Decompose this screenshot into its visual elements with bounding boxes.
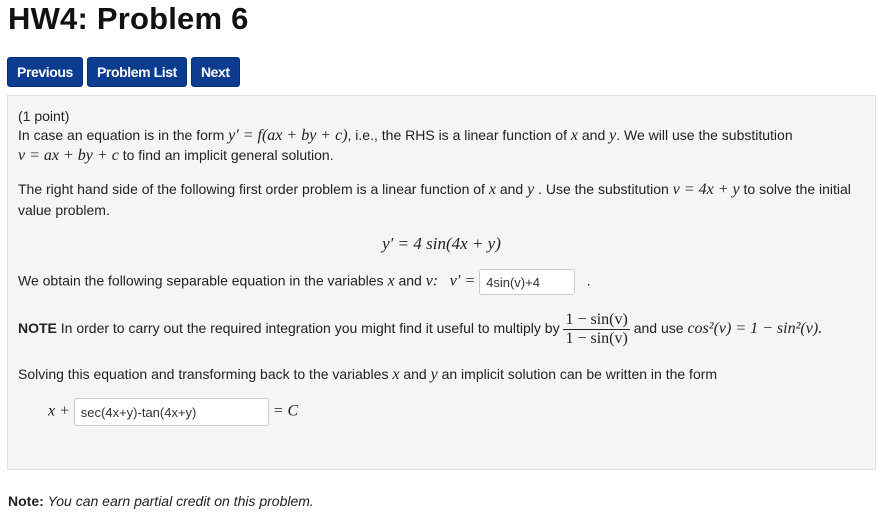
final-answer-input[interactable] <box>74 398 269 426</box>
identity-equation: cos²(v) = 1 − sin²(v). <box>687 320 823 338</box>
separable-text: We obtain the following separable equation in the variables <box>18 272 384 289</box>
paragraph-2-line-1 <box>18 181 851 199</box>
note-label: NOTE <box>18 320 57 337</box>
and-text: and <box>403 366 427 382</box>
final-lhs: x + <box>48 402 70 420</box>
var-x: x <box>488 181 496 198</box>
separable-line <box>18 269 591 295</box>
var-y: y <box>527 181 535 198</box>
solving-text-2: an implicit solution can be written in the form <box>441 366 718 382</box>
intro-text-3: . We will use the substitution <box>616 127 793 143</box>
and-text: and <box>398 272 422 289</box>
substitution-line <box>18 147 334 165</box>
footer-note-label: Note: <box>8 493 44 509</box>
final-answer-line <box>48 398 298 426</box>
main-equation <box>8 234 875 254</box>
var-v: v: <box>425 272 439 290</box>
p2-text-3: to solve the initial <box>743 181 851 197</box>
period: . <box>586 272 591 289</box>
var-x: x <box>387 272 395 290</box>
paragraph-2-line-2: value problem. <box>18 202 110 218</box>
next-button[interactable]: Next <box>191 57 240 87</box>
intro-text-2: , i.e., the RHS is a linear function of <box>347 127 567 143</box>
and-text: and <box>499 181 524 197</box>
final-rhs: = C <box>272 402 299 420</box>
p2-text: The right hand side of the following first order problem is a linear function of <box>18 181 485 197</box>
problem-nav <box>7 57 240 87</box>
note-text-2: and use <box>633 320 684 337</box>
fraction <box>563 311 629 348</box>
footer-note-text: You can earn partial credit on this problem. <box>47 493 314 509</box>
solving-line <box>18 366 717 384</box>
p2-text-2: . Use the substitution <box>538 181 669 197</box>
points-label: (1 point) <box>18 108 70 124</box>
p2-substitution-equation: v = 4x + y <box>672 181 740 198</box>
page-title: HW4: Problem 6 <box>8 1 249 36</box>
problem-list-button[interactable]: Problem List <box>87 57 187 87</box>
intro-text: In case an equation is in the form <box>18 127 225 143</box>
fraction-numerator: 1 − sin(v) <box>565 311 628 328</box>
fraction-denominator: 1 − sin(v) <box>565 330 628 347</box>
substitution-text: to find an implicit general solution. <box>122 147 334 163</box>
var-x: x <box>570 127 578 144</box>
var-y: y <box>609 127 617 144</box>
intro-line <box>18 127 793 145</box>
problem-panel <box>7 95 876 470</box>
separable-lhs: v′ = <box>449 272 476 290</box>
intro-equation: y′ = f(ax + by + c) <box>228 127 348 144</box>
var-x: x <box>392 366 400 383</box>
and-text: and <box>581 127 606 143</box>
separable-answer-input[interactable] <box>479 269 575 295</box>
footer-note <box>8 493 314 509</box>
substitution-equation: v = ax + by + c <box>18 147 119 164</box>
var-y: y <box>430 366 438 383</box>
solving-text: Solving this equation and transforming back to the variables <box>18 366 389 382</box>
previous-button[interactable]: Previous <box>7 57 83 87</box>
note-text: In order to carry out the required integration you might find it useful to multiply by <box>60 320 560 337</box>
main-equation-text: y′ = 4 sin(4x + y) <box>382 234 501 253</box>
note-line <box>18 311 822 348</box>
